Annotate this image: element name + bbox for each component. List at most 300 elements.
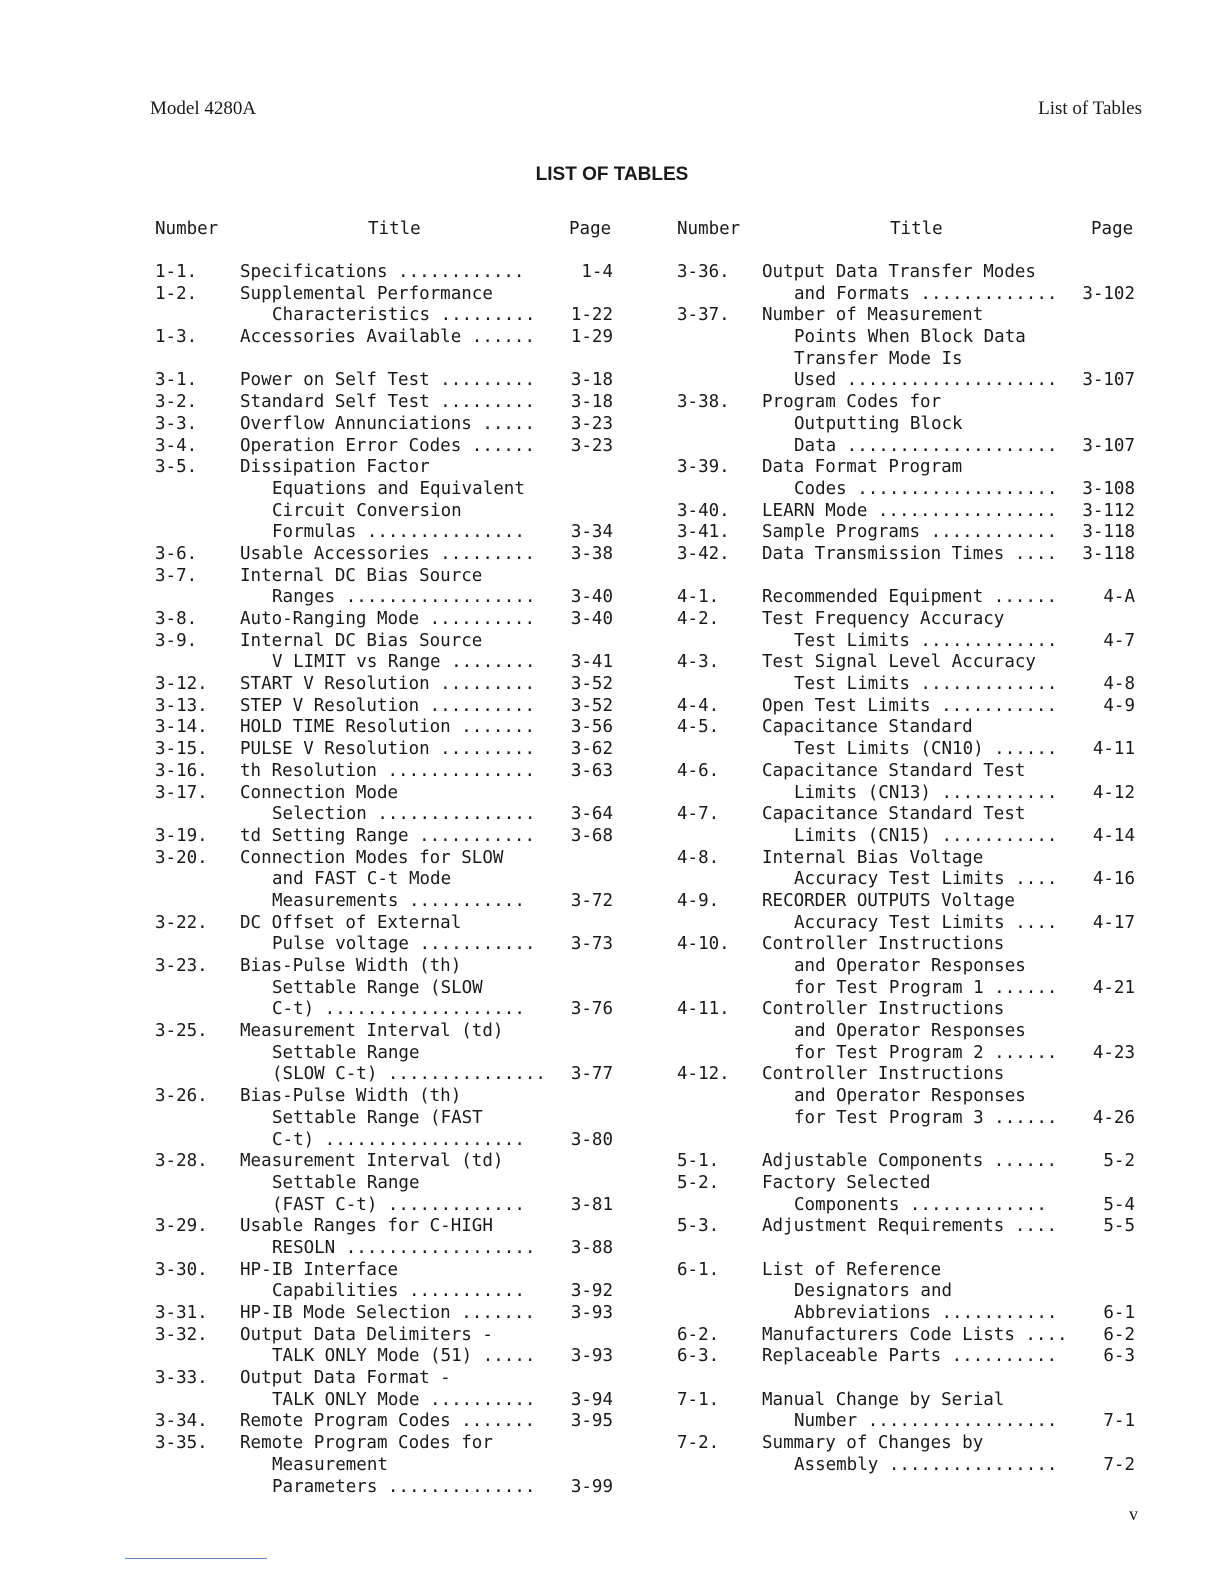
table-entry [677, 869, 1147, 891]
table-page: 3-73 [570, 934, 613, 955]
table-title: Limits (CN13) ........... [794, 782, 1058, 803]
table-entry [677, 804, 1147, 826]
table-title: Controller Instructions [762, 934, 1005, 955]
table-entry [155, 1455, 625, 1477]
table-title: Codes ................... [794, 478, 1058, 499]
table-title: Program Codes for [762, 392, 942, 413]
table-title: (FAST C-t) ............. [272, 1194, 525, 1215]
table-entry [677, 696, 1147, 718]
table-entry [155, 327, 625, 349]
table-page: 3-95 [570, 1411, 613, 1432]
column-header-title: Title [368, 219, 421, 239]
table-entry [155, 934, 625, 956]
table-page: 3-80 [570, 1129, 613, 1150]
table-entry [155, 1281, 625, 1303]
table-title: for Test Program 2 ...... [794, 1042, 1058, 1063]
table-page: 3-56 [570, 717, 613, 738]
table-number: 1-2. [155, 283, 198, 304]
table-entry [155, 696, 625, 718]
table-entry [677, 544, 1147, 566]
table-page: 4-8 [1103, 674, 1135, 695]
table-entry [155, 631, 625, 653]
table-number: 4-6. [677, 760, 720, 781]
table-title: Bias-Pulse Width (th) [240, 1086, 462, 1107]
table-page: 1-4 [581, 262, 613, 282]
table-entry [155, 761, 625, 783]
table-title: and Formats ............. [794, 283, 1058, 304]
table-entry [155, 1390, 625, 1412]
table-number: 3-7. [155, 565, 198, 586]
footer-rule [125, 1558, 267, 1559]
table-title: Test Limits ............. [794, 630, 1058, 651]
table-title: Capabilities ........... [272, 1281, 525, 1302]
table-entry [155, 1086, 625, 1108]
table-entry [677, 783, 1147, 805]
table-title: Recommended Equipment ...... [762, 587, 1058, 608]
table-entry [155, 739, 625, 761]
table-entry [677, 826, 1147, 848]
table-entry [677, 1151, 1147, 1173]
table-title: Output Data Transfer Modes [762, 262, 1036, 282]
table-title: Measurement Interval (td) [240, 1021, 504, 1042]
table-entry [677, 479, 1147, 501]
table-number: 4-4. [677, 695, 720, 716]
table-title: Supplemental Performance [240, 283, 493, 304]
table-title: and Operator Responses [794, 956, 1026, 976]
table-page: 3-41 [570, 652, 613, 673]
table-entry [677, 262, 1147, 284]
table-page: 3-107 [1082, 435, 1135, 456]
table-list-left [155, 218, 625, 1498]
table-number: 4-12. [677, 1064, 730, 1085]
table-number: 3-36. [677, 262, 730, 282]
table-title: Ranges .................. [272, 587, 536, 608]
table-title: HP-IB Mode Selection ....... [240, 1303, 536, 1323]
table-page: 3-68 [570, 825, 613, 846]
table-page: 3-23 [570, 435, 613, 456]
table-entry [677, 848, 1147, 870]
table-number: 3-12. [155, 674, 208, 695]
table-entry [677, 934, 1147, 956]
table-title: Settable Range (FAST [272, 1107, 483, 1128]
table-entry [155, 1238, 625, 1260]
table-title: Capacitance Standard Test [762, 804, 1026, 825]
table-entry [677, 1281, 1147, 1303]
table-entry [155, 1216, 625, 1238]
table-number: 4-2. [677, 609, 720, 629]
table-page: 7-2 [1103, 1454, 1135, 1475]
header-model: Model 4280A [150, 98, 257, 119]
table-title: Output Data Format - [240, 1368, 451, 1389]
table-entry [677, 587, 1147, 609]
table-title: Auto-Ranging Mode .......... [240, 609, 536, 629]
table-page: 3-38 [570, 543, 613, 564]
table-number: 6-3. [677, 1346, 720, 1367]
column-header-page: Page [569, 219, 612, 239]
table-title: Measurement Interval (td) [240, 1151, 504, 1172]
table-entry [155, 522, 625, 544]
table-title: Internal DC Bias Source [240, 565, 483, 586]
table-title: Outputting Block [794, 413, 963, 434]
table-number: 3-23. [155, 956, 208, 976]
table-title: Parameters .............. [272, 1476, 536, 1497]
table-entry [677, 305, 1147, 327]
table-number: 3-14. [155, 717, 208, 738]
table-entry [155, 305, 625, 327]
table-entry [155, 370, 625, 392]
table-entry [155, 1411, 625, 1433]
table-entry [155, 1151, 625, 1173]
table-number: 3-42. [677, 543, 730, 564]
table-title: Settable Range (SLOW [272, 977, 483, 998]
table-number: 7-1. [677, 1389, 720, 1410]
table-entry [155, 999, 625, 1021]
table-number: 1-1. [155, 262, 198, 282]
table-title: List of Reference [762, 1259, 942, 1280]
table-title: Test Frequency Accuracy [762, 609, 1005, 629]
table-title: Test Limits (CN10) ...... [794, 739, 1058, 760]
table-page: 3-52 [570, 695, 613, 716]
table-number: 4-9. [677, 890, 720, 911]
table-page: 1-22 [570, 305, 613, 326]
table-number: 3-1. [155, 370, 198, 391]
table-title: Pulse voltage ........... [272, 934, 536, 955]
row-spacer [677, 1368, 1147, 1390]
table-number: 3-28. [155, 1151, 208, 1172]
table-page: 3-92 [570, 1281, 613, 1302]
table-number: 3-38. [677, 392, 730, 413]
table-page: 3-108 [1082, 478, 1135, 499]
table-title: Usable Ranges for C-HIGH [240, 1216, 493, 1237]
table-page: 3-93 [570, 1346, 613, 1367]
page-title: LIST OF TABLES [535, 164, 689, 185]
table-entry [677, 284, 1147, 306]
table-title: Accessories Available ...... [240, 327, 536, 348]
table-title: Power on Self Test ......... [240, 370, 536, 391]
table-number: 5-2. [677, 1172, 720, 1193]
table-title: START V Resolution ......... [240, 674, 536, 695]
table-entry [677, 370, 1147, 392]
table-title: PULSE V Resolution ......... [240, 739, 536, 760]
table-page: 3-18 [570, 370, 613, 391]
table-entry [155, 783, 625, 805]
table-page: 3-94 [570, 1389, 613, 1410]
table-page: 4-21 [1092, 977, 1135, 998]
table-entry [155, 1108, 625, 1130]
table-entry [677, 414, 1147, 436]
table-entry [677, 501, 1147, 523]
table-title: TALK ONLY Mode (51) ..... [272, 1346, 536, 1367]
table-number: 7-2. [677, 1433, 720, 1454]
table-page: 4-A [1103, 587, 1135, 608]
table-page: 3-62 [570, 739, 613, 760]
table-page: 4-7 [1103, 630, 1135, 651]
table-entry [677, 1390, 1147, 1412]
table-title: Remote Program Codes for [240, 1433, 493, 1454]
table-title: RECORDER OUTPUTS Voltage [762, 890, 1015, 911]
table-number: 3-26. [155, 1086, 208, 1107]
table-title: (SLOW C-t) ............... [272, 1064, 546, 1085]
table-entry [677, 457, 1147, 479]
table-page: 3-81 [570, 1194, 613, 1215]
table-entry [677, 1411, 1147, 1433]
table-number: 3-41. [677, 522, 730, 543]
table-title: Capacitance Standard [762, 717, 973, 738]
table-page: 4-12 [1092, 782, 1135, 803]
table-title: DC Offset of External [240, 912, 462, 933]
table-entry [677, 349, 1147, 371]
table-page: 5-4 [1103, 1194, 1135, 1215]
table-title: Designators and [794, 1281, 953, 1302]
table-number: 3-35. [155, 1433, 208, 1454]
table-entry [155, 501, 625, 523]
table-entry [677, 761, 1147, 783]
table-entry [677, 1021, 1147, 1043]
table-entry [155, 804, 625, 826]
table-title: Number of Measurement [762, 305, 984, 326]
table-title: and Operator Responses [794, 1021, 1026, 1042]
table-entry [155, 262, 625, 284]
table-title: TALK ONLY Mode .......... [272, 1389, 536, 1410]
table-title: Remote Program Codes ....... [240, 1411, 536, 1432]
table-page: 6-3 [1103, 1346, 1135, 1367]
row-spacer [677, 1238, 1147, 1260]
table-entry [155, 652, 625, 674]
table-title: LEARN Mode ................. [762, 500, 1058, 521]
table-title: Abbreviations ........... [794, 1303, 1058, 1323]
table-page: 3-23 [570, 413, 613, 434]
table-page: 3-88 [570, 1237, 613, 1258]
table-number: 4-8. [677, 847, 720, 868]
table-entry [677, 891, 1147, 913]
table-entry [677, 1173, 1147, 1195]
table-title: Transfer Mode Is [794, 348, 963, 369]
table-number: 1-3. [155, 327, 198, 348]
table-title: Used .................... [794, 370, 1058, 391]
table-number: 5-3. [677, 1216, 720, 1237]
column-header-number: Number [155, 219, 219, 239]
table-title: Summary of Changes by [762, 1433, 984, 1454]
table-page: 1-29 [570, 327, 613, 348]
table-page: 3-18 [570, 392, 613, 413]
column-header-title: Title [890, 219, 943, 239]
table-number: 3-25. [155, 1021, 208, 1042]
table-title: Connection Modes for SLOW [240, 847, 504, 868]
table-title: Controller Instructions [762, 999, 1005, 1020]
table-page: 3-76 [570, 999, 613, 1020]
table-number: 4-7. [677, 804, 720, 825]
table-number: 3-16. [155, 760, 208, 781]
table-entry [677, 1043, 1147, 1065]
table-number: 3-39. [677, 457, 730, 478]
table-title: Number .................. [794, 1411, 1058, 1432]
table-number: 3-9. [155, 630, 198, 651]
table-page: 3-118 [1082, 522, 1135, 543]
table-entry [677, 1086, 1147, 1108]
table-title: Overflow Annunciations ..... [240, 413, 536, 434]
table-title: Internal DC Bias Source [240, 630, 483, 651]
table-number: 3-31. [155, 1303, 208, 1323]
table-title: V LIMIT vs Range ........ [272, 652, 536, 673]
table-entry [677, 1433, 1147, 1455]
table-entry [677, 1303, 1147, 1325]
table-entry [155, 1303, 625, 1325]
table-page: 4-16 [1092, 869, 1135, 890]
table-page: 3-107 [1082, 370, 1135, 391]
table-page: 6-1 [1103, 1303, 1135, 1323]
table-title: Data Transmission Times .... [762, 543, 1058, 564]
table-entry [155, 1477, 625, 1499]
table-entry [155, 848, 625, 870]
table-title: RESOLN .................. [272, 1237, 536, 1258]
table-page: 3-102 [1082, 283, 1135, 304]
table-entry [155, 869, 625, 891]
table-entry [677, 1064, 1147, 1086]
table-title: Data .................... [794, 435, 1058, 456]
table-page: 5-2 [1103, 1151, 1135, 1172]
table-page: 3-99 [570, 1476, 613, 1497]
table-title: Internal Bias Voltage [762, 847, 984, 868]
column-headers [677, 218, 1147, 240]
table-title: HP-IB Interface [240, 1259, 399, 1280]
table-title: for Test Program 3 ...... [794, 1107, 1058, 1128]
table-number: 3-34. [155, 1411, 208, 1432]
table-entry [677, 999, 1147, 1021]
table-title: Circuit Conversion [272, 500, 462, 521]
table-title: Settable Range [272, 1042, 420, 1063]
table-entry [155, 1260, 625, 1282]
table-entry [155, 457, 625, 479]
table-number: 4-3. [677, 652, 720, 673]
table-entry [677, 1325, 1147, 1347]
table-entry [677, 1195, 1147, 1217]
table-title: Accuracy Test Limits .... [794, 869, 1058, 890]
table-title: C-t) ................... [272, 999, 525, 1020]
table-entry [677, 327, 1147, 349]
table-entry [155, 436, 625, 458]
table-number: 6-1. [677, 1259, 720, 1280]
table-number: 3-32. [155, 1324, 208, 1345]
table-title: Manual Change by Serial [762, 1389, 1005, 1410]
table-title: Data Format Program [762, 457, 963, 478]
table-page: 4-9 [1103, 695, 1135, 716]
table-title: Test Limits ............. [794, 674, 1058, 695]
table-number: 3-22. [155, 912, 208, 933]
table-page: 3-112 [1082, 500, 1135, 521]
table-number: 3-20. [155, 847, 208, 868]
table-entry [155, 479, 625, 501]
table-title: Points When Block Data [794, 327, 1026, 348]
table-title: Adjustment Requirements .... [762, 1216, 1058, 1237]
table-title: Settable Range [272, 1172, 420, 1193]
table-title: Factory Selected [762, 1172, 931, 1193]
page-number: v [1129, 1504, 1138, 1524]
table-title: Operation Error Codes ...... [240, 435, 536, 456]
table-number: 6-2. [677, 1324, 720, 1345]
table-number: 5-1. [677, 1151, 720, 1172]
table-entry [155, 1130, 625, 1152]
table-number: 4-11. [677, 999, 730, 1020]
table-entry [677, 652, 1147, 674]
table-entry [155, 1043, 625, 1065]
table-number: 3-5. [155, 457, 198, 478]
table-page: 3-64 [570, 804, 613, 825]
table-entry [155, 566, 625, 588]
table-title: Usable Accessories ......... [240, 543, 536, 564]
table-title: Replaceable Parts .......... [762, 1346, 1058, 1367]
table-page: 7-1 [1103, 1411, 1135, 1432]
table-entry [155, 1433, 625, 1455]
table-title: Bias-Pulse Width (th) [240, 956, 462, 976]
table-title: Specifications ............ [240, 262, 525, 282]
table-title: Assembly ................ [794, 1454, 1058, 1475]
table-title: Output Data Delimiters - [240, 1324, 493, 1345]
table-title: Controller Instructions [762, 1064, 1005, 1085]
table-page: 3-52 [570, 674, 613, 695]
table-page: 4-14 [1092, 825, 1135, 846]
table-page: 3-118 [1082, 543, 1135, 564]
column-header-page: Page [1091, 219, 1134, 239]
table-number: 3-8. [155, 609, 198, 629]
table-entry [155, 1346, 625, 1368]
table-title: HOLD TIME Resolution ....... [240, 717, 536, 738]
table-entry [155, 609, 625, 631]
table-page: 4-23 [1092, 1042, 1135, 1063]
table-number: 3-3. [155, 413, 198, 434]
table-title: Measurement [272, 1454, 388, 1475]
table-entry [155, 392, 625, 414]
column-header-number: Number [677, 219, 741, 239]
table-entry [155, 284, 625, 306]
table-entry [155, 1368, 625, 1390]
row-spacer [677, 566, 1147, 588]
table-entry [677, 978, 1147, 1000]
row-spacer [155, 349, 625, 371]
table-title: Open Test Limits ........... [762, 695, 1058, 716]
table-entry [677, 739, 1147, 761]
table-page: 3-77 [570, 1064, 613, 1085]
table-title: Measurements ........... [272, 890, 525, 911]
table-title: Characteristics ......... [272, 305, 536, 326]
table-page: 3-40 [570, 609, 613, 629]
table-entry [677, 1260, 1147, 1282]
table-page: 3-63 [570, 760, 613, 781]
table-number: 3-6. [155, 543, 198, 564]
table-page: 3-93 [570, 1303, 613, 1323]
table-entry [677, 522, 1147, 544]
table-number: 3-33. [155, 1368, 208, 1389]
table-number: 4-1. [677, 587, 720, 608]
table-entry [677, 913, 1147, 935]
table-title: and Operator Responses [794, 1086, 1026, 1107]
table-entry [677, 674, 1147, 696]
table-entry [677, 436, 1147, 458]
table-number: 3-37. [677, 305, 730, 326]
table-entry [677, 609, 1147, 631]
table-entry [677, 631, 1147, 653]
table-entry [155, 414, 625, 436]
table-number: 3-19. [155, 825, 208, 846]
column-headers [155, 218, 625, 240]
table-title: Test Signal Level Accuracy [762, 652, 1036, 673]
table-title: Limits (CN15) ........... [794, 825, 1058, 846]
table-title: td Setting Range ........... [240, 825, 536, 846]
table-entry [155, 674, 625, 696]
table-entry [155, 891, 625, 913]
table-title: C-t) ................... [272, 1129, 525, 1150]
table-entry [677, 1346, 1147, 1368]
table-title: th Resolution .............. [240, 760, 536, 781]
